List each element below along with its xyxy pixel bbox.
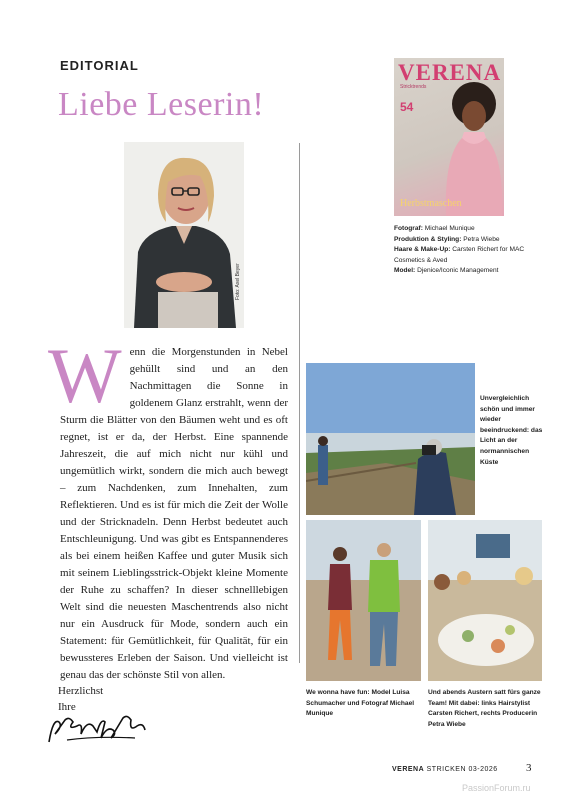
editorial-body bbox=[48, 332, 288, 684]
author-portrait-illustration bbox=[124, 142, 244, 328]
fun-photo bbox=[306, 520, 421, 681]
footer bbox=[392, 766, 498, 773]
cover-bottom-text: Herbstmaschen bbox=[400, 198, 462, 209]
coast-scene-illustration bbox=[306, 363, 475, 515]
credit-line: Model: Djenice/Iconic Management bbox=[394, 267, 499, 275]
cover-count: 54 bbox=[400, 100, 414, 114]
author-photo bbox=[124, 142, 244, 328]
credit-line: Produktion & Styling: Petra Wiebe bbox=[394, 235, 500, 243]
photo-credit: Foto: Axel Beyer bbox=[235, 263, 241, 300]
fun-scene-illustration bbox=[306, 520, 421, 681]
fun-caption: We wonna have fun: Model Luisa Schumacher und Fotograf Michael Munique bbox=[306, 689, 415, 718]
magazine-cover bbox=[394, 58, 504, 216]
cover-subtitle: Stricktrends bbox=[400, 84, 427, 90]
cover-credits bbox=[394, 224, 544, 277]
dinner-scene-illustration bbox=[428, 520, 542, 681]
footer-brand: VERENA bbox=[392, 766, 425, 773]
coast-photo bbox=[306, 363, 475, 515]
drop-cap: W bbox=[48, 332, 122, 419]
footer-issue: STRICKEN 03-2026 bbox=[426, 766, 498, 773]
section-label: EDITORIAL bbox=[60, 58, 139, 73]
cover-model-illustration bbox=[444, 76, 504, 216]
credit-line: Fotograf: Michael Munique bbox=[394, 225, 475, 232]
credit-line: Haare & Make-Up: Carsten Richert for MAC Cosmetics & Aved bbox=[394, 246, 525, 264]
coast-caption: Unvergleichlich schön und immer wieder beeindruckend: das Licht an der normannischen Küste bbox=[480, 395, 543, 466]
page-number: 3 bbox=[526, 762, 532, 774]
dinner-caption: Und abends Austern satt fürs ganze Team! Mit dabei: links Hairstylist Carsten Richert, rechts Producerin Petra Wiebe bbox=[428, 689, 541, 728]
dinner-photo bbox=[428, 520, 542, 681]
closing-line: Ihre bbox=[58, 701, 76, 713]
signature bbox=[47, 712, 147, 748]
page-title: Liebe Leserin! bbox=[58, 86, 265, 123]
cover-title: VERENA bbox=[398, 60, 502, 85]
editorial-text: enn die Morgenstunden in Nebel gehüllt sind und an den Nachmittagen die Sonne in goldenem Glanz erstrahlt, wenn der Sturm die Blätter von den Bäumen weht und es oft regnet, ist er da, der Herbst. Eine spannende Jahreszeit, die auf mich nicht nur kühl und ungemütlich wirkt, sondern die mich auch bewegt – zum Nachdenken, zum Innehalten, zum Reflektieren. Und es ist für mich die Zeit der Wolle und der Stricknadeln. Denn Herbst bedeutet auch Entschleunigung. Und was gibt es Entspannenderes als bei einem heißen Kaffee und guter Musik sich mit seinem Lieblingsstrick-Objekt kleine Momente der Ruhe zu schaffen? In dieser schnelllebigen Welt sind die neuesten Maschentrends also nicht nur ein Ausdruck für Mode, sondern auch ein Statement: für Gemütlichkeit, für Qualität, für ein bewussteres Erleben der Saison. Und vielleicht ist genau das der schönste Stil von allen. bbox=[60, 346, 288, 681]
watermark: PassionForum.ru bbox=[462, 783, 531, 793]
column-divider bbox=[299, 143, 300, 663]
closing-line: Herzlichst bbox=[58, 685, 104, 697]
closing bbox=[58, 683, 103, 715]
